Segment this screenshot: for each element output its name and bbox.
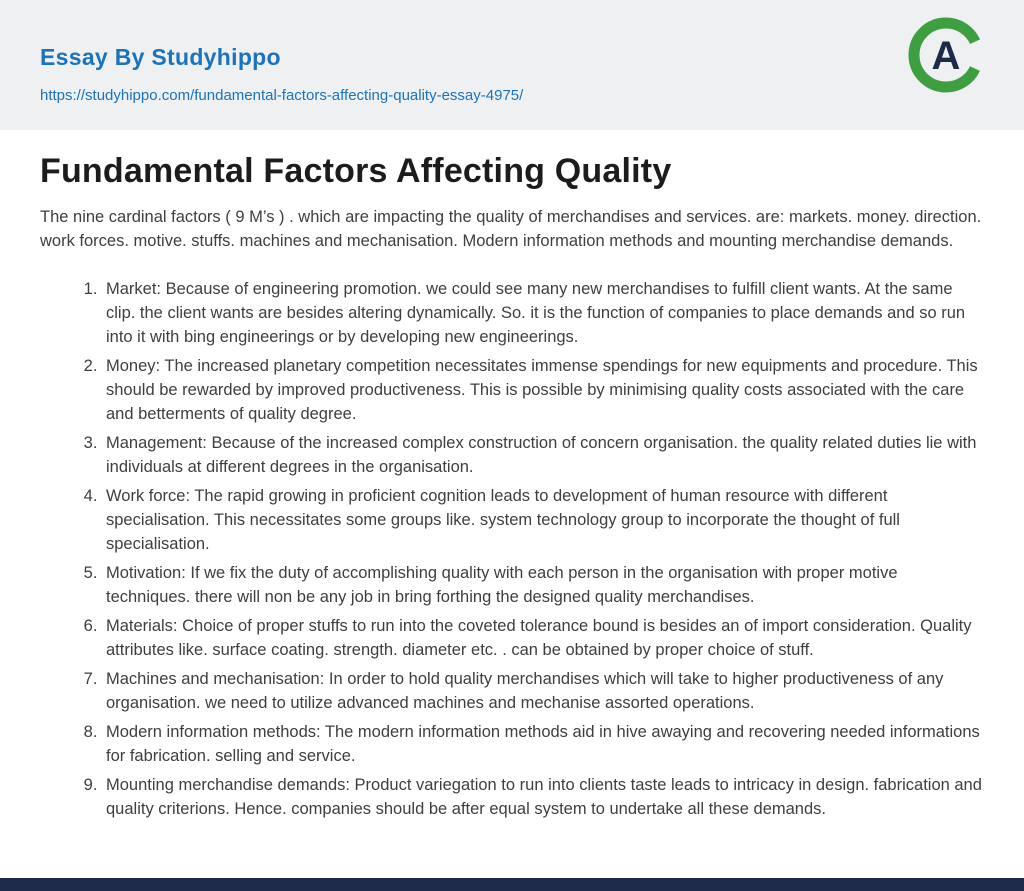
logo-ring-icon	[907, 16, 985, 94]
essay-list-item-management: 3. Management: Because of the increased complex construction of concern organisation. the quality related duties lie with individuals at different degrees in the organisation.	[102, 431, 984, 479]
essay-content	[0, 130, 1024, 821]
essay-list-item-market: 1. Market: Because of engineering promotion. we could see many new merchandises to fulfill client wants. At the same clip. the client wants are besides altering dynamically. So. it is the function of companies to place demands and so run into it with bing engineerings or by developing new engineerings.	[102, 277, 984, 349]
essay-url-link[interactable]: https://studyhippo.com/fundamental-factors-affecting-quality-essay-4975/	[40, 87, 524, 104]
essay-ordered-list	[40, 277, 984, 821]
page-header	[0, 0, 1024, 130]
essay-list-item-workforce: 4. Work force: The rapid growing in proficient cognition leads to development of human resource with different specialisation. This necessitates some groups like. system technology group to incorporate the thought of full specialisation.	[102, 484, 984, 556]
essay-list-item-materials: 6. Materials: Choice of proper stuffs to run into the coveted tolerance bound is besides an of import consideration. Quality attributes like. surface coating. strength. diameter etc. . can be obtained by proper choice of stuff.	[102, 614, 984, 662]
essay-intro-paragraph: The nine cardinal factors ( 9 M’s ) . which are impacting the quality of merchandises and services. are: markets. money. direction. work forces. motive. stuffs. machines and mechanisation. Modern information methods and mounting merchandise demands.	[40, 208, 982, 250]
studyhippo-logo[interactable]	[907, 16, 985, 94]
essay-list-item-demands: 9. Mounting merchandise demands: Product variegation to run into clients taste leads to intricacy in design. fabrication and quality criterions. Hence. companies should be after equal system to undertake all these demands.	[102, 773, 984, 821]
logo-letter: A	[931, 34, 961, 78]
essay-list-item-motivation: 5. Motivation: If we fix the duty of accomplishing quality with each person in the organisation with proper motive techniques. there will non be any job in bring forthing the designed quality merchandises.	[102, 561, 984, 609]
essay-list-item-information: 8. Modern information methods: The modern information methods aid in hive awaying and recovering needed informations for fabrication. selling and service.	[102, 720, 984, 768]
footer-bar	[0, 878, 1024, 891]
essay-list-item-machines: 7. Machines and mechanisation: In order to hold quality merchandises which will take to higher productiveness of any organisation. we need to utilize advanced machines and mechanise assorted operations.	[102, 667, 984, 715]
essay-title: Fundamental Factors Affecting Quality	[40, 152, 672, 190]
essay-list-item-money: 2. Money: The increased planetary competition necessitates immense spendings for new equipments and procedure. This should be rewarded by improved productiveness. This is possible by minimising quality costs associated with the care and betterments of quality degree.	[102, 354, 984, 426]
site-title: Essay By Studyhippo	[40, 44, 281, 70]
